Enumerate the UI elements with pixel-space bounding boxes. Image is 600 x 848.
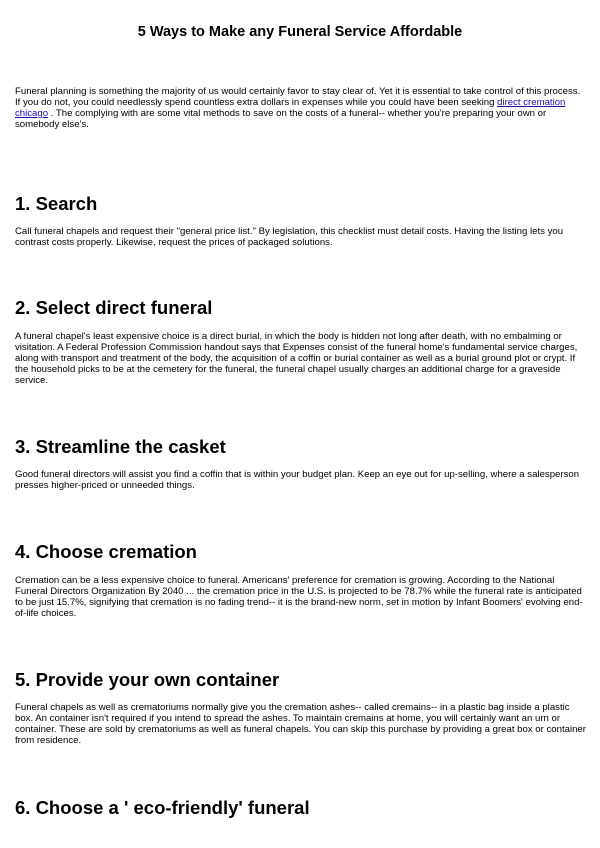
intro-paragraph xyxy=(15,86,588,130)
intro-text-before-link: Funeral planning is something the majority of us would certainly favor to stay clear of. Yet it is essential to take control of this process. If you do not, you could needlessly spend countless extra dollars in expenses while you could have been seeking xyxy=(15,86,581,108)
section-1-heading: 1. Search xyxy=(15,193,98,214)
section-3-heading: 3. Streamline the casket xyxy=(15,436,226,457)
intro-text-after-link: . The complying with are some vital methods to save on the costs of a funeral-- whether you're preparing your own or somebody else's. xyxy=(15,108,547,130)
section-3-body: Good funeral directors will assist you find a coffin that is within your budget plan. Keep an eye out for up-selling, where a salesperson presses higher-priced or unneeded things. xyxy=(15,469,580,491)
section-1-body: Call funeral chapels and request their "general price list." By legislation, this checklist must detail costs. Having the listing lets you contrast costs properly. Likewise, request the prices of packaged solutions. xyxy=(15,226,564,248)
section-4-heading: 4. Choose cremation xyxy=(15,541,197,562)
section-4-body: Cremation can be a less expensive choice to funeral. Americans' preference for cremation is growing. According to the National Funeral Directors Organization By 2040 ... the cremation price in the U.S. is projected to be 78.7% while the funeral rate is anticipated to be just 15.7%, signifying that cremation is no fading trend-- it is the brand-new norm, set in motion by Infant Boomers' evolving end-of-life choices. xyxy=(15,575,583,619)
section-2-heading: 2. Select direct funeral xyxy=(15,297,213,318)
section-5-heading: 5. Provide your own container xyxy=(15,669,280,690)
section-2-body: A funeral chapel's least expensive choice is a direct burial, in which the body is hidden not long after death, with no embalming or visitation. A Federal Profession Commission handout says that Expenses consist of the funeral home's fundamental service charges, along with transport and treatment of the body, the acquisition of a coffin or burial container as well as a burial ground plot or crypt. If the household picks to be at the cemetery for the funeral, the funeral chapel usually charges an additional charge for a graveside service. xyxy=(15,331,578,386)
section-5-body: Funeral chapels as well as crematoriums normally give you the cremation ashes-- called cremains-- in a plastic bag inside a plastic box. An container isn't required if you intend to spread the ashes. To maintain cremains at home, you will certainly want an urn or container. These are sold by crematoriums as well as funeral chapels. You can skip this purchase by providing a great box or container from residence. xyxy=(15,702,586,746)
direct-cremation-link[interactable]: direct cremation chicago xyxy=(15,97,566,119)
section-6-heading: 6. Choose a ' eco-friendly' funeral xyxy=(15,797,310,818)
document-title: 5 Ways to Make any Funeral Service Affordable xyxy=(137,24,463,40)
